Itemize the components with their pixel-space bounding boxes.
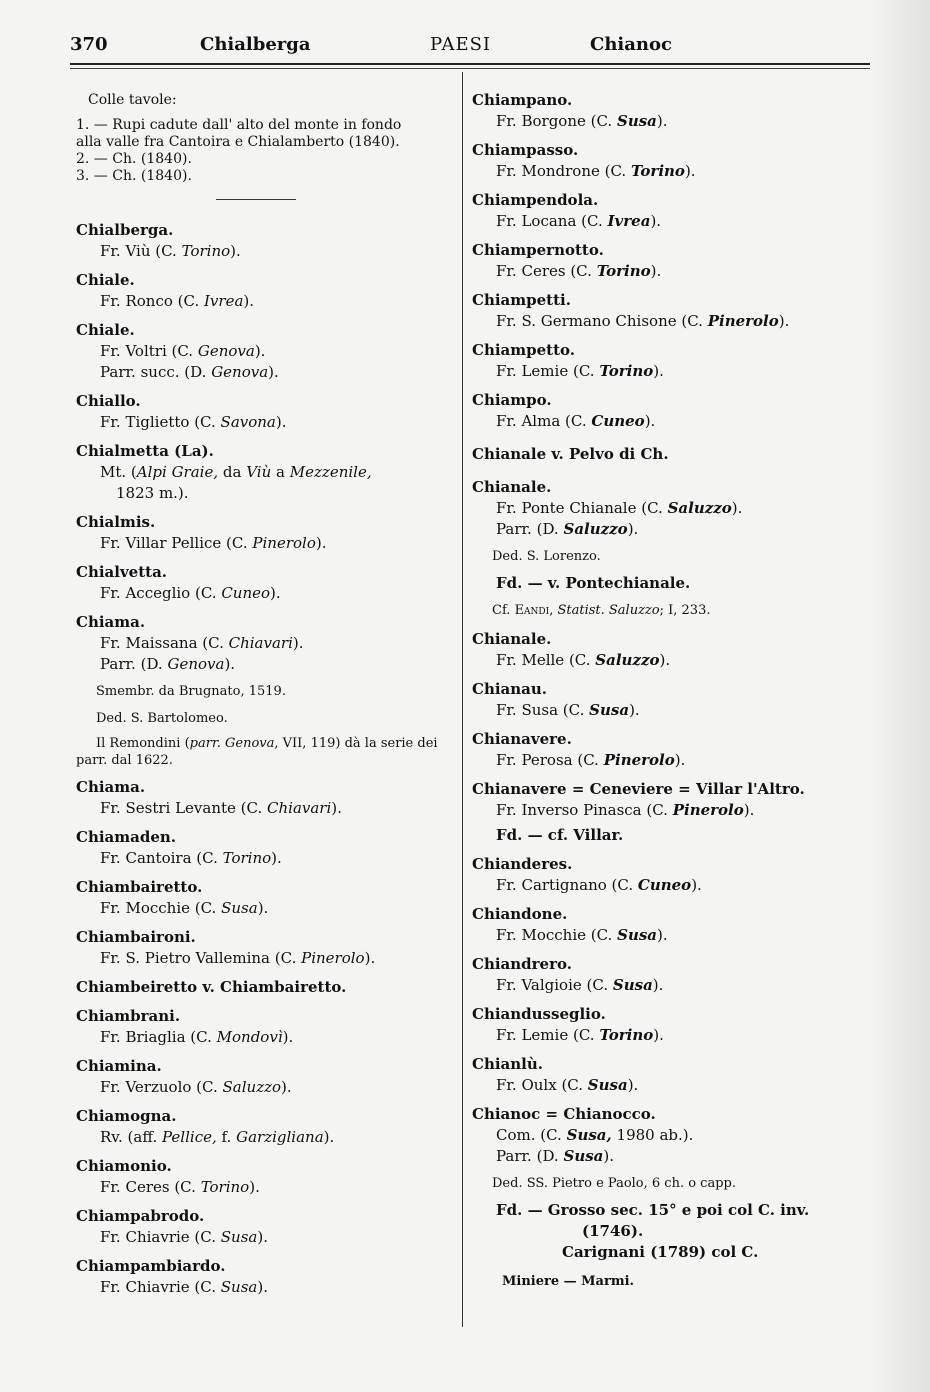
- entry-line: Fr. Villar Pellice (C. Pinerolo).: [100, 534, 327, 552]
- entry-note: Smembr. da Brugnato, 1519.: [96, 684, 286, 699]
- entry-note: Miniere — Marmi.: [502, 1274, 635, 1289]
- entry-line: Fr. Borgone (C. Susa).: [496, 112, 668, 130]
- entry-line: Fr. Mondrone (C. Torino).: [496, 162, 696, 180]
- entry-line: Fr. Alma (C. Cuneo).: [496, 412, 656, 430]
- entry-line: Fr. Chiavrie (C. Susa).: [100, 1278, 268, 1296]
- entry-headword: Chiampendola.: [472, 191, 599, 209]
- entry-headword: Chiampetti.: [472, 291, 571, 309]
- entry-headword: Chiambaironi.: [76, 928, 196, 946]
- entry-headword: Chiandusseglio.: [472, 1005, 606, 1023]
- entry-headword: Chiampetto.: [472, 341, 575, 359]
- entry-headword: Chianoc = Chianocco.: [472, 1105, 656, 1123]
- entry-headword: Chiama.: [76, 613, 146, 631]
- entry-line: Rv. (aff. Pellice, f. Garzigliana).: [100, 1128, 335, 1146]
- entry-headword: Chiampasso.: [472, 141, 579, 159]
- intro-list: [76, 117, 460, 185]
- header-rule-thin: [70, 68, 870, 69]
- entry-line: Fr. Oulx (C. Susa).: [496, 1076, 639, 1094]
- entry-headword: Chiamina.: [76, 1057, 162, 1075]
- entry-line: Fr. Lemie (C. Torino).: [496, 362, 664, 380]
- right-column: [472, 90, 867, 1298]
- entry-note: Ded. S. Lorenzo.: [492, 549, 601, 564]
- entry-line: Fr. S. Germano Chisone (C. Pinerolo).: [496, 312, 790, 330]
- separator: [216, 199, 296, 200]
- column-divider: [462, 72, 463, 1327]
- entry-line: Fr. Ponte Chianale (C. Saluzzo).: [496, 499, 743, 517]
- intro-line: alla valle fra Cantoira e Chialamberto (1840).: [76, 134, 400, 150]
- entry-note: Il Remondini (parr. Genova, VII, 119) dà la serie dei parr. dal 1622.: [76, 736, 438, 768]
- entry-headword: Chianale v. Pelvo di Ch.: [472, 445, 669, 463]
- intro-line: 2. — Ch. (1840).: [76, 151, 192, 167]
- entry-line: Fr. Chiavrie (C. Susa).: [100, 1228, 268, 1246]
- entry-line: Fd. — cf. Villar.: [496, 826, 624, 844]
- entry-headword: Chianale.: [472, 630, 552, 648]
- header-last-entry: Chianoc: [590, 34, 672, 55]
- entry-line: Fr. Ronco (C. Ivrea).: [100, 292, 255, 310]
- intro-line: 3. — Ch. (1840).: [76, 168, 192, 184]
- entry-headword: Chiampabrodo.: [76, 1207, 205, 1225]
- entry-headword: Chiambeiretto v. Chiambairetto.: [76, 978, 347, 996]
- entry-note: Ded. SS. Pietro e Paolo, 6 ch. o capp.: [492, 1176, 736, 1191]
- entry-line: Mt. (Alpi Graie, da Viù a Mezzenile,: [100, 463, 372, 481]
- entry-line: Fr. Briaglia (C. Mondovì).: [100, 1028, 294, 1046]
- header-rule: [70, 63, 870, 65]
- entry-headword: Chianale.: [472, 478, 552, 496]
- entry-headword: Chiale.: [76, 321, 135, 339]
- entry-headword: Chiampo.: [472, 391, 552, 409]
- entry-line: Parr. (D. Saluzzo).: [496, 520, 639, 538]
- entry-headword: Chiamonio.: [76, 1157, 172, 1175]
- entry-line: Fr. Sestri Levante (C. Chiavari).: [100, 799, 342, 817]
- entry-line: Fr. Voltri (C. Genova).: [100, 342, 266, 360]
- entry-line: Fr. Valgioie (C. Susa).: [496, 976, 664, 994]
- entry-headword: Chiamaden.: [76, 828, 177, 846]
- entry-headword: Chianderes.: [472, 855, 573, 873]
- entry-line: Fr. Verzuolo (C. Saluzzo).: [100, 1078, 292, 1096]
- entry-headword: Chialberga.: [76, 221, 174, 239]
- entry-headword: Chialvetta.: [76, 563, 168, 581]
- entry-headword: Chiandone.: [472, 905, 568, 923]
- entry-line: Fr. S. Pietro Vallemina (C. Pinerolo).: [100, 949, 376, 967]
- entry-headword: Chiambairetto.: [76, 878, 203, 896]
- entry-line: Carignani (1789) col C.: [562, 1243, 759, 1261]
- entry-headword: Chianau.: [472, 680, 548, 698]
- entry-line: Parr. succ. (D. Genova).: [100, 363, 279, 381]
- entry-line: Fd. — v. Pontechianale.: [496, 574, 691, 592]
- entry-headword: Chianavere = Ceneviere = Villar l'Altro.: [472, 780, 805, 798]
- entry-headword: Chiamogna.: [76, 1107, 177, 1125]
- intro-title: Colle tavole:: [88, 92, 177, 108]
- entry-headword: Chianlù.: [472, 1055, 543, 1073]
- entry-headword: Chiama.: [76, 778, 146, 796]
- entry-headword: Chiandrero.: [472, 955, 572, 973]
- entry-line: Fr. Locana (C. Ivrea).: [496, 212, 662, 230]
- entry-line: Fr. Lemie (C. Torino).: [496, 1026, 664, 1044]
- entry-line: Fr. Cartignano (C. Cuneo).: [496, 876, 702, 894]
- entry-headword: Chiallo.: [76, 392, 141, 410]
- entry-line: Fr. Ceres (C. Torino).: [496, 262, 662, 280]
- entry-line: Fr. Perosa (C. Pinerolo).: [496, 751, 686, 769]
- entry-line: Com. (C. Susa, 1980 ab.).: [496, 1126, 694, 1144]
- entry-line: Fr. Maissana (C. Chiavari).: [100, 634, 304, 652]
- entry-line: Fd. — Grosso sec. 15° e poi col C. inv.: [496, 1201, 810, 1219]
- entry-line: Fr. Inverso Pinasca (C. Pinerolo).: [496, 801, 755, 819]
- entry-note: Ded. S. Bartolomeo.: [96, 711, 228, 726]
- page-number: 370: [70, 34, 108, 55]
- entry-note: Cf. Eandi, Statist. Saluzzo; I, 233.: [492, 603, 711, 618]
- entry-headword: Chiampernotto.: [472, 241, 604, 259]
- entry-line: Fr. Mocchie (C. Susa).: [100, 899, 269, 917]
- entry-line: Fr. Melle (C. Saluzzo).: [496, 651, 671, 669]
- entry-line: (1746).: [582, 1222, 644, 1240]
- header-first-entry: Chialberga: [200, 34, 311, 55]
- entry-line: Fr. Acceglio (C. Cuneo).: [100, 584, 281, 602]
- entry-line: Fr. Tiglietto (C. Savona).: [100, 413, 287, 431]
- entry-headword: Chianavere.: [472, 730, 572, 748]
- entry-headword: Chiampano.: [472, 91, 573, 109]
- entry-line: Parr. (D. Genova).: [100, 655, 236, 673]
- entry-headword: Chiambrani.: [76, 1007, 181, 1025]
- intro-line: 1. — Rupi cadute dall' alto del monte in fondo: [76, 117, 402, 133]
- running-header: [70, 30, 870, 66]
- entry-line: Fr. Viù (C. Torino).: [100, 242, 241, 260]
- entry-line: Fr. Mocchie (C. Susa).: [496, 926, 668, 944]
- entry-headword: Chialmetta (La).: [76, 442, 214, 460]
- entry-line: Parr. (D. Susa).: [496, 1147, 615, 1165]
- entry-headword: Chialmis.: [76, 513, 156, 531]
- entry-line: Fr. Ceres (C. Torino).: [100, 1178, 260, 1196]
- entry-headword: Chiale.: [76, 271, 135, 289]
- left-column: [76, 90, 460, 1298]
- header-section: PAESI: [430, 34, 492, 55]
- entry-line: 1823 m.).: [116, 484, 189, 502]
- entry-line: Fr. Susa (C. Susa).: [496, 701, 640, 719]
- entry-headword: Chiampambiardo.: [76, 1257, 226, 1275]
- entry-line: Fr. Cantoira (C. Torino).: [100, 849, 282, 867]
